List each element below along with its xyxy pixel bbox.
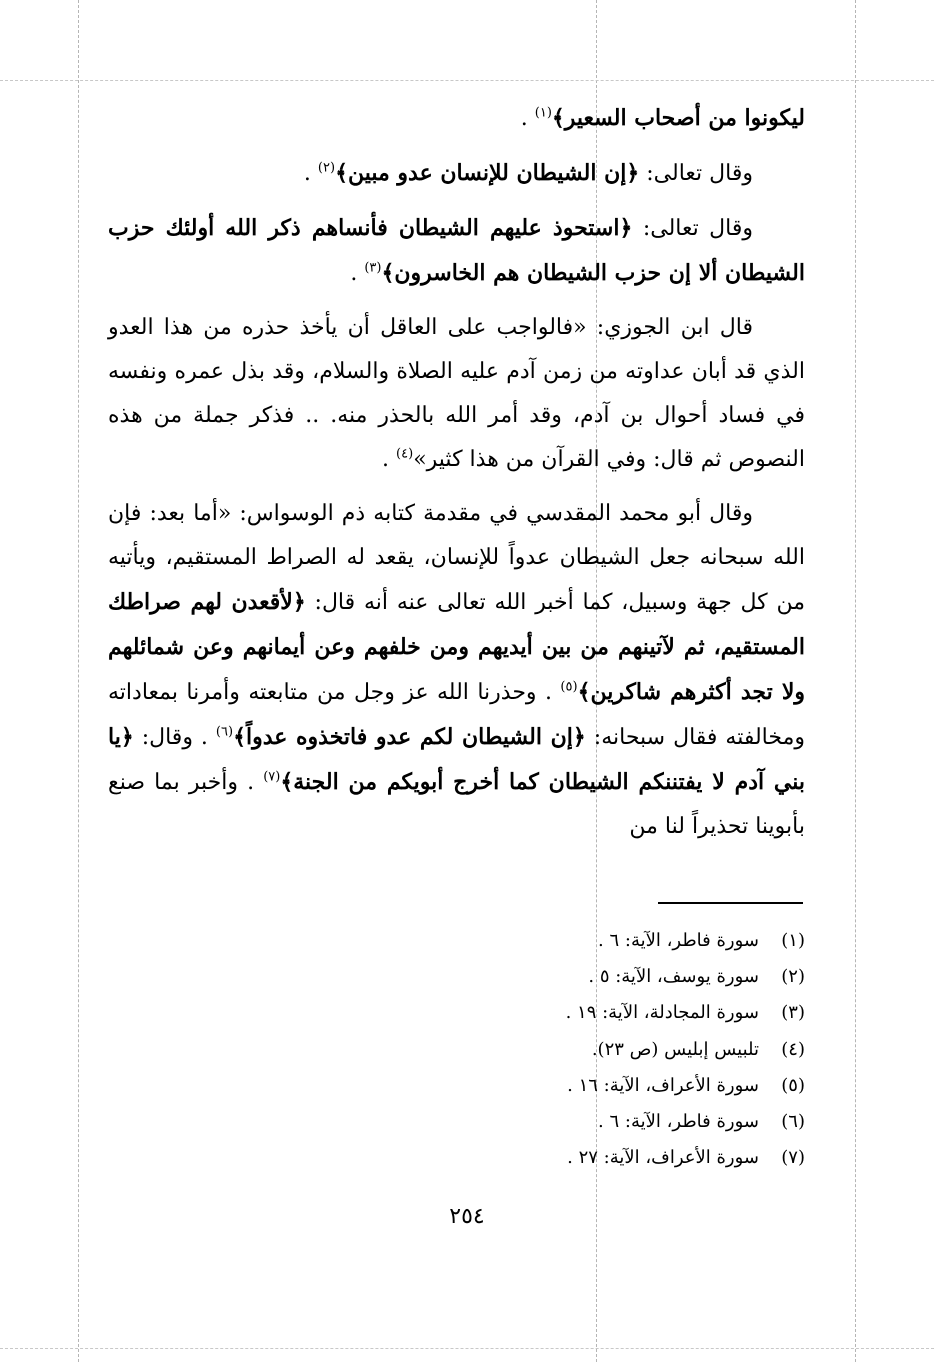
footnote-text: سورة فاطر، الآية: ٦ . — [598, 1111, 759, 1133]
text-run: . — [520, 106, 535, 131]
footnote-text: سورة يوسف، الآية: ٥ . — [588, 965, 759, 987]
text-run: . وقال: — [133, 725, 216, 750]
quran-quote: ليكونوا من أصحاب السعير﴾ — [551, 105, 805, 131]
footnote-item — [300, 958, 805, 994]
footnote-number: (٦) — [781, 1111, 805, 1133]
text-run: وقال تعالى: — [632, 216, 753, 241]
quran-quote: ﴿لأقعدن لهم صراطك المستقيم، ثم لآتينهم من بين أيديهم ومن خلفهم وعن أيمانهم وعن شمائلهم ولا تجد أكثرهم شاكرين﴾ — [108, 589, 806, 705]
footnote-ref: (٧) — [263, 769, 281, 785]
footnote-item — [300, 1140, 805, 1176]
main-text — [108, 96, 805, 859]
footnote-item — [300, 1031, 805, 1067]
scan-guide-line — [0, 1348, 934, 1349]
footnote-item — [300, 922, 805, 958]
footnote-number: (٣) — [781, 1002, 805, 1024]
text-run: . وأخبر بما صنع بأبوينا تحذيراً لنا من — [108, 770, 805, 839]
text-run: وقال تعالى: — [639, 161, 753, 186]
quran-quote: ﴿إن الشيطان لكم عدو فاتخذوه عدواً﴾ — [233, 724, 586, 750]
paragraph — [108, 96, 805, 141]
footnote-text: سورة المجادلة، الآية: ١٩ . — [565, 1002, 759, 1024]
scan-guide-line — [855, 0, 856, 1362]
quran-quote: ﴿استحوذ عليهم الشيطان فأنساهم ذكر الله أولئك حزب الشيطان ألا إن حزب الشيطان هم الخاسرون﴾ — [108, 215, 805, 286]
scan-guide-line — [78, 0, 79, 1362]
footnote-ref: (٥) — [560, 679, 578, 695]
text-run: . — [382, 447, 397, 472]
text-run: وقال أبو محمد المقدسي في مقدمة كتابه ذم الوسواس: «أما بعد: فإن الله سبحانه جعل الشيطان عدواً للإنسان، يقعد له الصراط المستقيم، ويأتيه من كل جهة وسبيل، كما أخبر الله تعالى عنه أنه قال: — [108, 501, 806, 615]
quran-quote: ﴿إن الشيطان للإنسان عدو مبين﴾ — [335, 160, 640, 186]
scan-guide-line — [0, 80, 934, 81]
footnote-number: (١) — [781, 929, 805, 951]
page-number: ٢٥٤ — [449, 1204, 485, 1229]
footnote-ref: (٤) — [396, 446, 414, 462]
paragraph — [108, 492, 805, 849]
footnote-item — [300, 1067, 805, 1103]
footnote-ref: (١) — [534, 105, 552, 121]
footnote-item — [300, 1103, 805, 1139]
text-run: . — [350, 261, 365, 286]
footnote-text: تلبيس إبليس (ص ٢٣). — [591, 1038, 759, 1060]
footnote-text: سورة الأعراف، الآية: ١٦ . — [567, 1074, 759, 1096]
footnote-number: (٧) — [781, 1147, 805, 1169]
footnote-text: سورة فاطر، الآية: ٦ . — [598, 929, 759, 951]
footnote-number: (٤) — [781, 1038, 805, 1060]
footnote-ref: (٦) — [215, 724, 234, 740]
text-run: قال ابن الجوزي: «فالواجب على العاقل أن يأخذ حذره من هذا العدو الذي قد أبان عداوته من زمن آدم عليه الصلاة والسلام، وقد بذل عمره ونفسه في فساد أحوال بن آدم، وقد أمر الله بالحذر منه. .. فذكر جملة من هذه النصوص ثم قال: وفي القرآن من هذا كثير» — [108, 315, 805, 472]
footnote-text: سورة الأعراف، الآية: ٢٧ . — [567, 1147, 759, 1169]
footnote-ref: (٢) — [317, 160, 336, 176]
footnotes — [300, 922, 805, 1176]
footnote-number: (٥) — [781, 1074, 805, 1096]
footnote-separator — [658, 902, 803, 904]
footnote-item — [300, 995, 805, 1031]
footnote-ref: (٣) — [364, 260, 382, 276]
text-run: . وحذرنا الله عز وجل من متابعته وأمرنا بمعاداته ومخالفته فقال سبحانه: — [108, 680, 805, 750]
footnote-number: (٢) — [781, 965, 805, 987]
text-run: . — [303, 161, 318, 186]
quran-quote: ﴿يا بني آدم لا يفتننكم الشيطان كما أخرج أبويكم من الجنة﴾ — [108, 724, 806, 795]
paragraph — [108, 151, 805, 196]
paragraph — [108, 306, 805, 482]
paragraph — [108, 206, 805, 296]
